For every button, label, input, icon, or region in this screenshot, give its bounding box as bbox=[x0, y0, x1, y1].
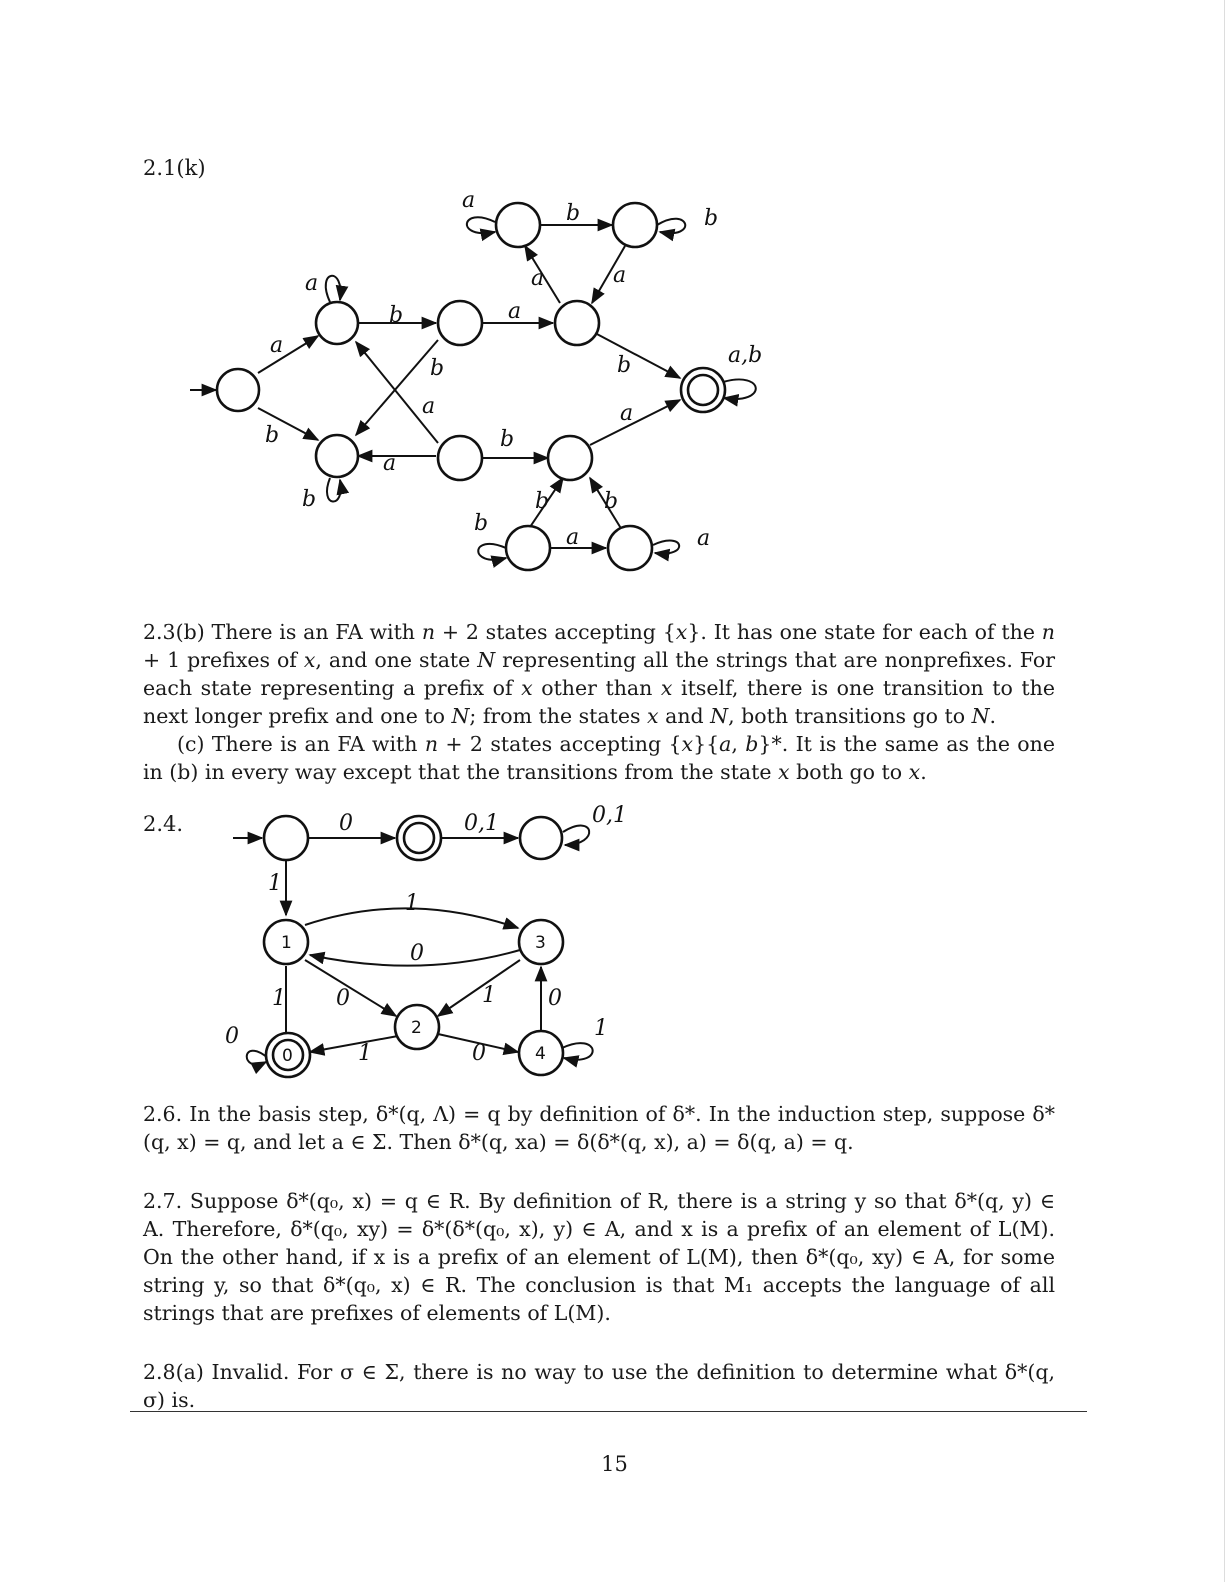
state-start bbox=[217, 369, 259, 411]
lbl-accept-a: a bbox=[620, 401, 634, 426]
state-bottom-right bbox=[608, 526, 652, 570]
exercise-label-2-4: 2.4. bbox=[143, 812, 184, 836]
lbl-2-4-2-to-4: 0 bbox=[472, 1041, 486, 1066]
state-top-right bbox=[613, 203, 657, 247]
state-dead-2-4 bbox=[520, 817, 562, 859]
state-ba bbox=[438, 436, 482, 480]
text-2-3c-1: (c) There is an FA with bbox=[177, 732, 425, 756]
loop-top-left-a bbox=[467, 217, 495, 233]
lbl-loop-accept-ab: a,b bbox=[728, 343, 763, 368]
lbl-2-4-top-0: 0 bbox=[339, 811, 353, 836]
loop-top-right-b bbox=[657, 219, 685, 233]
lbl-2-4-1-to-3: 1 bbox=[405, 891, 419, 916]
state-2-label: 2 bbox=[411, 1018, 422, 1038]
lbl-accept-b: b bbox=[617, 353, 632, 378]
loop-upper-a bbox=[326, 276, 341, 302]
lbl-loop-bottom-b: b bbox=[474, 511, 489, 536]
text-2-3b-21: , both transitions go to bbox=[728, 704, 972, 728]
state-1-label: 1 bbox=[281, 933, 292, 953]
lbl-loop-bottom-a: a bbox=[697, 526, 711, 551]
loop-bottom-right-a bbox=[653, 541, 679, 554]
lbl-upper-b: b bbox=[389, 303, 404, 328]
loop-lower-b bbox=[327, 478, 341, 502]
text-2-3b-17: ; from the states bbox=[469, 704, 648, 728]
paragraph-2-7: 2.7. Suppose δ*(q₀, x) = q ∈ R. By definition of R, there is a string y so that δ*(q, y) ∈ A. Therefore, δ*(q₀, xy) = δ*(δ*(q₀, x), y) ∈ A, and x is a prefix of an element of L(M). On the other hand, if x is a prefix of an element of L(M), then δ*(q₀, xy) ∈ A, for some string y, so that δ*(q₀, x) ∈ R. The conclusion is that M₁ accepts the language of all strings that are prefixes of elements of L(M). bbox=[143, 1189, 1055, 1325]
text-2-3b-3: + 2 states accepting { bbox=[435, 620, 676, 644]
edge-diag-b bbox=[356, 340, 438, 435]
text-2-3b-9: , and one state bbox=[315, 648, 478, 672]
text-2-3c-2: n bbox=[424, 732, 439, 756]
lbl-2-4-loop-4: 1 bbox=[594, 1016, 608, 1041]
loop-4 bbox=[562, 1043, 593, 1060]
lbl-mid-b: b bbox=[500, 427, 515, 452]
text-2-3c-11: both go to bbox=[789, 760, 909, 784]
text-2-3b-15: itself, there is one transition to the next longer prefix and one to bbox=[143, 676, 1056, 728]
text-2-3b-11: representing all the strings that are nonprefixes. For each state representing a prefix of bbox=[143, 648, 1056, 700]
lbl-2-4-loop-01: 0,1 bbox=[592, 803, 627, 828]
state-bottom-left bbox=[506, 526, 550, 570]
edge-diag-a bbox=[356, 342, 438, 443]
text-2-3c-8: b bbox=[745, 732, 759, 756]
paragraph-2-6: 2.6. In the basis step, δ*(q, Λ) = q by definition of δ*. In the induction step, suppose δ*(q, x) = q, and let a ∈ Σ. Then δ*(q, xa) = δ(δ*(q, x), a) = δ(q, a) = q. bbox=[143, 1102, 1055, 1154]
lbl-2-4-1-to-2: 0 bbox=[336, 986, 350, 1011]
text-2-3b-6: n bbox=[1041, 620, 1055, 644]
lbl-2-4-2-to-0: 1 bbox=[358, 1041, 372, 1066]
text-2-3b-18: x bbox=[647, 704, 659, 728]
edge-start-upper bbox=[258, 336, 318, 373]
lbl-down-a: a bbox=[613, 263, 627, 288]
lbl-start-b: b bbox=[265, 423, 280, 448]
footer-rule bbox=[130, 1411, 1087, 1412]
state-3-label: 3 bbox=[535, 933, 546, 953]
state-accept-2-4-inner bbox=[404, 823, 434, 853]
loop-accept-ab bbox=[723, 379, 756, 398]
lbl-bottom-up-b: b bbox=[535, 489, 550, 514]
paragraph-2-3b bbox=[143, 618, 1055, 730]
state-bab bbox=[548, 436, 592, 480]
lbl-2-4-3-to-1: 0 bbox=[410, 941, 424, 966]
lbl-2-4-3-to-2: 1 bbox=[482, 983, 496, 1008]
edge-1-to-2 bbox=[305, 960, 396, 1016]
lbl-loop-top-b: b bbox=[704, 206, 719, 231]
lbl-mid-a: a bbox=[508, 299, 522, 324]
fa-diagram-2-4 bbox=[225, 803, 627, 1077]
state-ab bbox=[438, 301, 482, 345]
text-2-3b-16: N bbox=[451, 704, 470, 728]
edge-3-to-2 bbox=[438, 960, 520, 1016]
text-2-3c-9: }*. It is the same as the one in (b) in every way except that the transitions from the state bbox=[143, 732, 1055, 784]
text-2-3b-2: n bbox=[421, 620, 436, 644]
lbl-2-4-4-to-3: 0 bbox=[548, 986, 562, 1011]
lbl-loop-lower-b: b bbox=[302, 487, 317, 512]
state-accept-inner bbox=[688, 375, 718, 405]
lbl-2-4-1-to-0: 1 bbox=[272, 986, 286, 1011]
lbl-start-a: a bbox=[270, 333, 284, 358]
state-4-label: 4 bbox=[535, 1044, 546, 1064]
state-top-left bbox=[496, 203, 540, 247]
lbl-loop-upper-a: a bbox=[305, 271, 319, 296]
lbl-up-a: a bbox=[531, 266, 545, 291]
state-aba bbox=[555, 301, 599, 345]
paragraph-2-3c bbox=[143, 730, 1055, 786]
text-2-3c-3: + 2 states accepting { bbox=[438, 732, 682, 756]
lbl-lower-a: a bbox=[383, 451, 397, 476]
text-2-3c-5: }{ bbox=[693, 732, 720, 756]
text-2-3b-14: x bbox=[660, 676, 673, 700]
text-2-3b-22: N bbox=[971, 704, 990, 728]
lbl-bottom-a: a bbox=[566, 525, 580, 550]
lbl-2-4-start-1: 1 bbox=[268, 871, 282, 896]
state-b bbox=[316, 435, 358, 477]
state-a bbox=[316, 302, 358, 344]
exercise-label-2-1k: 2.1(k) bbox=[143, 156, 206, 180]
lbl-diag-b: b bbox=[430, 356, 445, 381]
text-2-3c-12: x bbox=[908, 760, 921, 784]
page-number: 15 bbox=[601, 1452, 628, 1476]
text-2-3c-7: , bbox=[731, 732, 746, 756]
text-2-3b-1: 2.3(b) There is an FA with bbox=[143, 620, 422, 644]
lbl-loop-top-a: a bbox=[462, 188, 476, 213]
text-2-3b-4: x bbox=[675, 620, 688, 644]
loop-dead bbox=[563, 826, 589, 845]
text-2-3c-6: a bbox=[719, 732, 732, 756]
lbl-diag-a: a bbox=[422, 394, 436, 419]
text-2-3c-4: x bbox=[681, 732, 694, 756]
text-2-3b-20: N bbox=[710, 704, 729, 728]
text-2-3b-23: . bbox=[989, 704, 997, 728]
paragraph-2-8a: 2.8(a) Invalid. For σ ∈ Σ, there is no way to use the definition to determine what δ*(q, σ) is. bbox=[143, 1360, 1055, 1412]
edge-to-accept-b bbox=[595, 333, 680, 378]
lbl-2-4-loop-0: 0 bbox=[225, 1024, 239, 1049]
text-2-3b-10: N bbox=[477, 648, 496, 672]
state-start-2-4 bbox=[264, 816, 308, 860]
lbl-top-b: b bbox=[566, 201, 581, 226]
text-2-3b-13: other than bbox=[532, 676, 661, 700]
text-2-3c-10: x bbox=[778, 760, 790, 784]
text-2-3b-7: + 1 prefixes of bbox=[143, 648, 304, 672]
edge-2-to-0 bbox=[310, 1036, 398, 1052]
edge-to-accept-a bbox=[590, 400, 680, 445]
text-2-3b-12: x bbox=[521, 676, 533, 700]
text-2-3b-5: }. It has one state for each of the bbox=[687, 620, 1042, 644]
state-0-label: 0 bbox=[282, 1046, 293, 1066]
lbl-bottom-up-b2: b bbox=[604, 489, 619, 514]
text-2-3b-8: x bbox=[303, 648, 316, 672]
fa-diagram-2-1k bbox=[190, 188, 762, 570]
lbl-2-4-top-01: 0,1 bbox=[464, 811, 499, 836]
loop-bottom-left-b bbox=[478, 544, 506, 560]
text-2-3c-13: . bbox=[920, 760, 927, 784]
text-2-3b-19: and bbox=[658, 704, 711, 728]
